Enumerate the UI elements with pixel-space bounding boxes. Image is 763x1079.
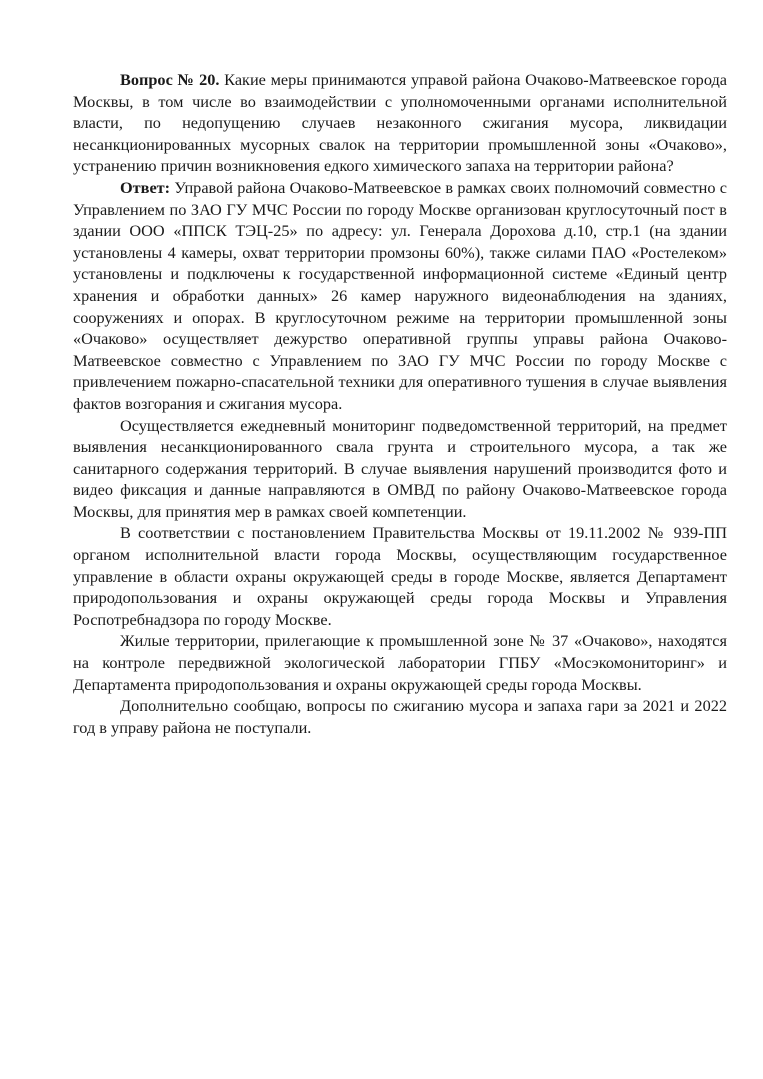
- document-page: [73, 69, 727, 738]
- regulation-paragraph: В соответствии с постановлением Правительства Москвы от 19.11.2002 № 939-ПП органом исполнительной власти города Москвы, осуществляющим государственное управление в области охраны окружающей среды в городе Москве, является Департамент природопользования и охраны окружающей среды города Москвы и Управления Роспотребнадзора по городу Москве.: [73, 523, 727, 629]
- additional-info-paragraph: Дополнительно сообщаю, вопросы по сжиганию мусора и запаха гари за 2021 и 2022 год в управу района не поступали.: [73, 696, 727, 737]
- answer-text: Управой района Очаково-Матвеевское в рамках своих полномочий совместно с Управлением по ЗАО ГУ МЧС России по городу Москве организован круглосуточный пост в здании ООО «ППСК ТЭЦ-25» по адресу: ул. Генерала Дорохова д.10, стр.1 (на здании установлены 4 камеры, охват территории промзоны 60%), также силами ПАО «Ростелеком» установлены и подключены к государственной информационной системе «Единый центр хранения и обработки данных» 26 камер наружного видеонаблюдения на зданиях, сооружениях и опорах. В круглосуточном режиме на территории промышленной зоны «Очаково» осуществляет дежурство оперативной группы управы района Очаково-Матвеевское совместно с Управлением по ЗАО ГУ МЧС России по городу Москве с привлечением пожарно-спасательной техники для оперативного тушения в случае выявления фактов возгорания и сжигания мусора.: [73, 177, 727, 413]
- residential-paragraph: Жилые территории, прилегающие к промышленной зоне № 37 «Очаково», находятся на контроле передвижной экологической лаборатории ГПБУ «Мосэкомониторинг» и Департамента природопользования и охраны окружающей среды города Москвы.: [73, 631, 727, 694]
- monitoring-paragraph: Осуществляется ежедневный мониторинг подведомственной территорий, на предмет выявления несанкционированного свала грунта и строительного мусора, а так же санитарного содержания территорий. В случае выявления нарушений производится фото и видео фиксация и данные направляются в ОМВД по району Очаково-Матвеевское города Москвы, для принятия мер в рамках своей компетенции.: [73, 415, 727, 521]
- answer-paragraph: [73, 177, 727, 415]
- answer-lead: Ответ:: [120, 177, 171, 197]
- question-text: Какие меры принимаются управой района Очаково-Матвеевское города Москвы, в том числе во взаимодействии с уполномоченными органами исполнительной власти, по недопущению случаев незаконного сжигания мусора, ликвидации несанкционированных мусорных свалок на территории промышленной зоны «Очаково», устранению причин возникновения едкого химического запаха на территории района?: [73, 70, 727, 176]
- question-paragraph: [73, 69, 727, 177]
- question-lead: Вопрос № 20.: [120, 70, 220, 89]
